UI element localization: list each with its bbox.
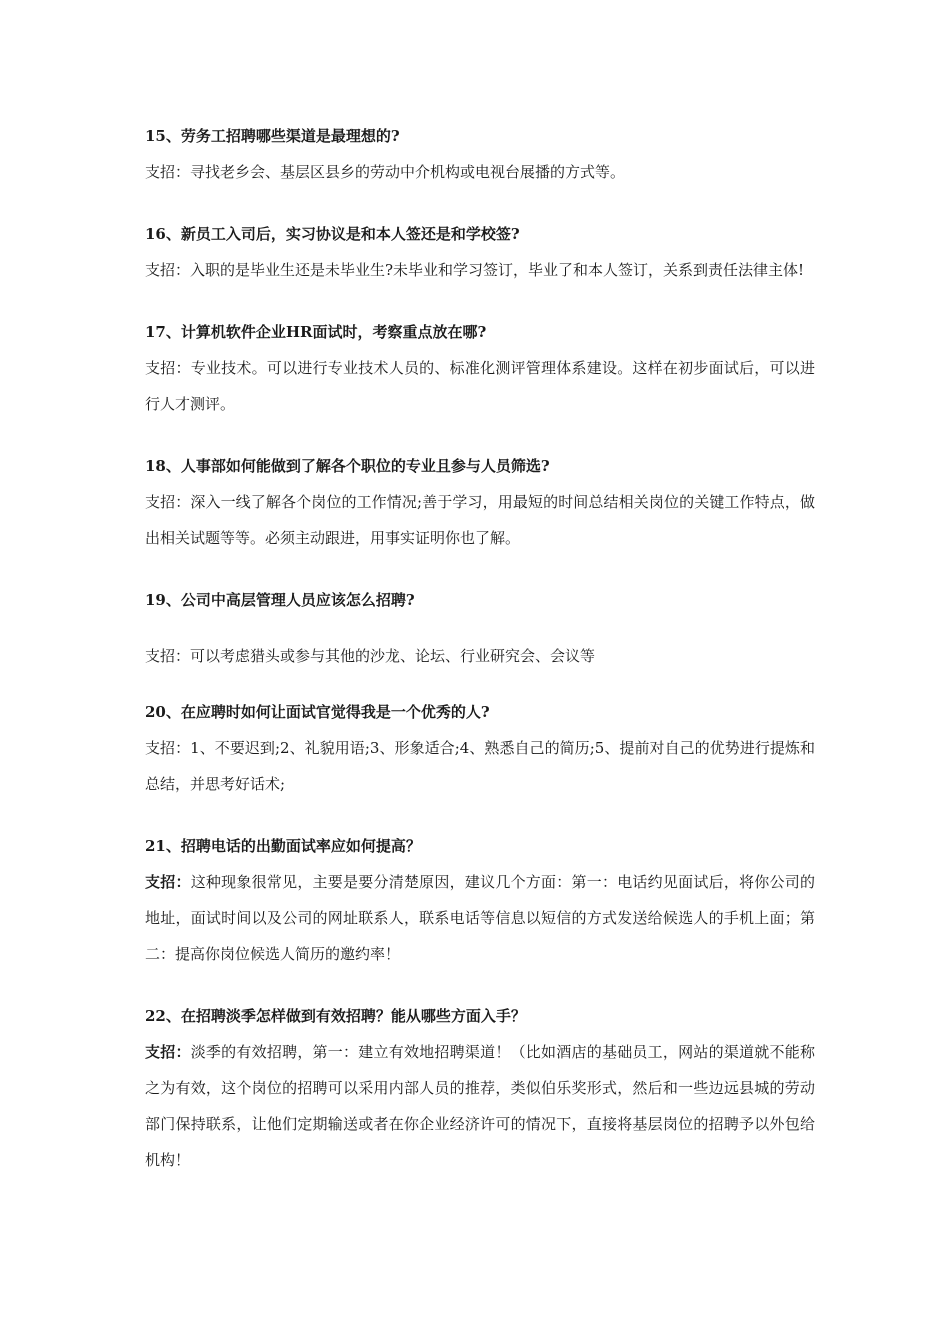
qa-item-17 — [145, 314, 815, 422]
question-22: 22、在招聘淡季怎样做到有效招聘？能从哪些方面入手？ — [145, 1007, 526, 1025]
qa-item-15 — [145, 118, 815, 190]
qa-item-20 — [145, 694, 815, 802]
answer-label: 支招： — [145, 1043, 191, 1061]
qa-list — [145, 118, 815, 1178]
answer-16 — [145, 252, 815, 288]
answer-label: 支招： — [145, 739, 191, 757]
qa-item-16 — [145, 216, 815, 288]
qa-item-18 — [145, 448, 815, 556]
question-18: 18、人事部如何能做到了解各个职位的专业且参与人员筛选? — [145, 457, 550, 475]
answer-text: 寻找老乡会、基层区县乡的劳动中介机构或电视台展播的方式等。 — [190, 163, 626, 181]
answer-22 — [145, 1034, 815, 1178]
question-16: 16、新员工入司后，实习协议是和本人签还是和学校签? — [145, 225, 520, 243]
answer-text: 1、不要迟到;2、礼貌用语;3、形象适合;4、熟悉自己的简历;5、提前对自己的优势进行提炼和总结，并思考好话术; — [145, 739, 815, 793]
answer-20 — [145, 730, 815, 802]
question-19: 19、公司中高层管理人员应该怎么招聘? — [145, 591, 415, 609]
answer-label: 支招： — [145, 647, 191, 665]
answer-label: 支招： — [145, 261, 191, 279]
answer-text: 可以考虑猎头或参与其他的沙龙、论坛、行业研究会、会议等 — [190, 647, 596, 665]
qa-item-21 — [145, 828, 815, 972]
qa-item-19 — [145, 582, 815, 674]
question-21: 21、招聘电话的出勤面试率应如何提高？ — [145, 837, 421, 855]
qa-item-22 — [145, 998, 815, 1178]
answer-label: 支招： — [145, 493, 191, 511]
answer-19 — [145, 638, 815, 674]
answer-label: 支招： — [145, 163, 191, 181]
answer-label: 支招： — [145, 359, 191, 377]
answer-label: 支招： — [145, 873, 191, 891]
answer-text: 专业技术。可以进行专业技术人员的、标准化测评管理体系建设。这样在初步面试后，可以进行人才测评。 — [145, 359, 815, 413]
answer-18 — [145, 484, 815, 556]
question-20: 20、在应聘时如何让面试官觉得我是一个优秀的人? — [145, 703, 490, 721]
question-17: 17、计算机软件企业HR面试时，考察重点放在哪? — [145, 323, 487, 341]
answer-text: 入职的是毕业生还是未毕业生?未毕业和学习签订，毕业了和本人签订，关系到责任法律主体! — [190, 261, 805, 279]
question-15: 15、劳务工招聘哪些渠道是最理想的? — [145, 127, 400, 145]
answer-17 — [145, 350, 815, 422]
answer-21 — [145, 864, 815, 972]
answer-text: 深入一线了解各个岗位的工作情况;善于学习，用最短的时间总结相关岗位的关键工作特点，做出相关试题等等。必须主动跟进，用事实证明你也了解。 — [145, 493, 815, 547]
answer-text: 这种现象很常见，主要是要分清楚原因，建议几个方面：第一：电话约见面试后，将你公司的地址，面试时间以及公司的网址联系人，联系电话等信息以短信的方式发送给候选人的手机上面；第二：提高你岗位候选人简历的邀约率！ — [145, 873, 815, 963]
answer-text: 淡季的有效招聘，第一：建立有效地招聘渠道！（比如酒店的基础员工，网站的渠道就不能称之为有效，这个岗位的招聘可以采用内部人员的推荐，类似伯乐奖形式，然后和一些边远县城的劳动部门保持联系，让他们定期输送或者在你企业经济许可的情况下，直接将基层岗位的招聘予以外包给机构！ — [145, 1043, 815, 1169]
answer-15 — [145, 154, 815, 190]
